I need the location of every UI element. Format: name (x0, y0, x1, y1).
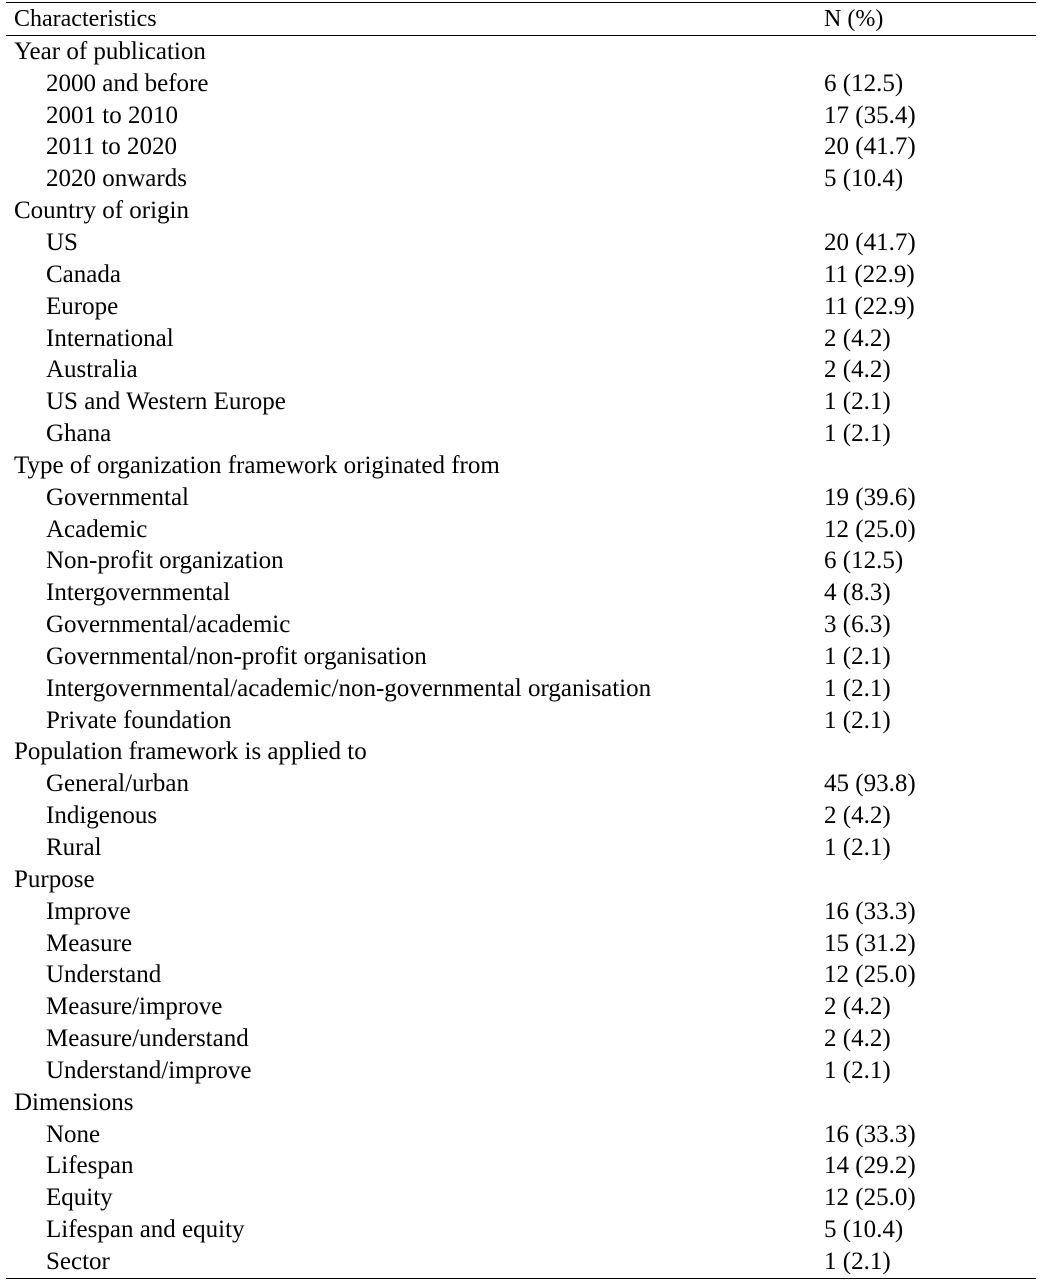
row-label: Private foundation (46, 706, 232, 734)
row-value: 1 (2.1) (824, 420, 891, 448)
row-value: 11 (22.9) (824, 260, 915, 288)
row-value: 1 (2.1) (824, 388, 891, 416)
row-value: 2 (4.2) (824, 356, 891, 384)
table-row (6, 291, 1036, 323)
row-label: Academic (46, 515, 148, 543)
table-row (6, 514, 1036, 546)
row-value: 6 (12.5) (824, 69, 904, 97)
row-label: Lifespan (46, 1152, 134, 1180)
row-label: Non-profit organization (46, 547, 284, 575)
table-row (6, 1214, 1036, 1246)
table-row (6, 928, 1036, 960)
section-heading-row (6, 450, 1036, 482)
table-row (6, 959, 1036, 991)
table-row (6, 132, 1036, 164)
table-row (6, 1151, 1036, 1183)
table-row (6, 100, 1036, 132)
row-label: Australia (46, 356, 138, 384)
row-label: US and Western Europe (46, 388, 286, 416)
table-body (6, 36, 1036, 1278)
table-row (6, 896, 1036, 928)
row-label: Rural (46, 834, 102, 862)
table-row (6, 832, 1036, 864)
row-value: 2 (4.2) (824, 993, 891, 1021)
table-row (6, 323, 1036, 355)
row-value: 12 (25.0) (824, 1184, 916, 1212)
row-label: Measure (46, 929, 133, 957)
row-value: 16 (33.3) (824, 1120, 916, 1148)
row-label: International (46, 324, 174, 352)
row-value: 5 (10.4) (824, 1216, 904, 1244)
table-row (6, 1055, 1036, 1087)
table-row (6, 1246, 1036, 1278)
table-row (6, 705, 1036, 737)
table-row (6, 386, 1036, 418)
table-row (6, 418, 1036, 450)
table-row (6, 768, 1036, 800)
row-value: 1 (2.1) (824, 674, 891, 702)
row-value: 6 (12.5) (824, 547, 904, 575)
section-title: Dimensions (14, 1088, 134, 1116)
row-value: 1 (2.1) (824, 1247, 891, 1275)
section-title: Purpose (14, 865, 95, 893)
row-value: 17 (35.4) (824, 101, 916, 129)
table-row (6, 577, 1036, 609)
row-label: Measure/improve (46, 993, 223, 1021)
row-label: Intergovernmental/academic/non-governmental organisation (46, 674, 652, 702)
table-row (6, 641, 1036, 673)
table-row (6, 673, 1036, 705)
row-label: US (46, 228, 78, 256)
row-value: 2 (4.2) (824, 1025, 891, 1053)
table-header (6, 3, 1036, 36)
row-value: 16 (33.3) (824, 897, 916, 925)
row-label: Understand (46, 961, 162, 989)
section-title: Population framework is applied to (14, 738, 367, 766)
row-label: Indigenous (46, 802, 158, 830)
table-row (6, 546, 1036, 578)
row-label: General/urban (46, 770, 189, 798)
row-label: Measure/understand (46, 1025, 249, 1053)
row-value: 4 (8.3) (824, 579, 891, 607)
characteristics-table (6, 2, 1036, 1279)
header-characteristics: Characteristics (14, 5, 157, 32)
table-row (6, 68, 1036, 100)
row-label: Governmental (46, 483, 190, 511)
table-row (6, 482, 1036, 514)
row-value: 3 (6.3) (824, 611, 891, 639)
row-value: 20 (41.7) (824, 133, 916, 161)
header-n-percent: N (%) (824, 5, 884, 32)
row-label: None (46, 1120, 101, 1148)
table-row (6, 259, 1036, 291)
row-value: 12 (25.0) (824, 515, 916, 543)
row-value: 45 (93.8) (824, 770, 916, 798)
row-label: Ghana (46, 420, 112, 448)
row-label: Europe (46, 292, 119, 320)
table-row (6, 800, 1036, 832)
row-value: 19 (39.6) (824, 483, 916, 511)
row-label: Governmental/academic (46, 611, 291, 639)
row-value: 20 (41.7) (824, 228, 916, 256)
table-row (6, 1182, 1036, 1214)
row-label: Intergovernmental (46, 579, 231, 607)
row-label: Sector (46, 1247, 110, 1275)
section-heading-row (6, 864, 1036, 896)
row-label: 2011 to 2020 (46, 133, 178, 161)
row-value: 14 (29.2) (824, 1152, 916, 1180)
table-row (6, 354, 1036, 386)
table-row (6, 1119, 1036, 1151)
section-title: Year of publication (14, 37, 206, 65)
table-row (6, 227, 1036, 259)
row-value: 15 (31.2) (824, 929, 916, 957)
table-row (6, 609, 1036, 641)
row-value: 1 (2.1) (824, 706, 891, 734)
row-value: 2 (4.2) (824, 324, 891, 352)
table-row (6, 163, 1036, 195)
row-value: 1 (2.1) (824, 1056, 891, 1084)
row-label: Lifespan and equity (46, 1216, 245, 1244)
row-label: 2020 onwards (46, 165, 187, 193)
row-value: 12 (25.0) (824, 961, 916, 989)
section-heading-row (6, 195, 1036, 227)
table-row (6, 991, 1036, 1023)
row-label: 2001 to 2010 (46, 101, 178, 129)
section-heading-row (6, 737, 1036, 769)
row-label: Equity (46, 1184, 113, 1212)
row-value: 1 (2.1) (824, 642, 891, 670)
row-label: Governmental/non-profit organisation (46, 642, 427, 670)
table-row (6, 1023, 1036, 1055)
row-value: 1 (2.1) (824, 834, 891, 862)
row-label: 2000 and before (46, 69, 209, 97)
section-title: Type of organization framework originated from (14, 451, 500, 479)
row-value: 2 (4.2) (824, 802, 891, 830)
section-heading-row (6, 36, 1036, 68)
row-label: Canada (46, 260, 121, 288)
row-label: Understand/improve (46, 1056, 252, 1084)
row-value: 11 (22.9) (824, 292, 915, 320)
row-label: Improve (46, 897, 131, 925)
section-title: Country of origin (14, 197, 189, 225)
section-heading-row (6, 1087, 1036, 1119)
row-value: 5 (10.4) (824, 165, 904, 193)
